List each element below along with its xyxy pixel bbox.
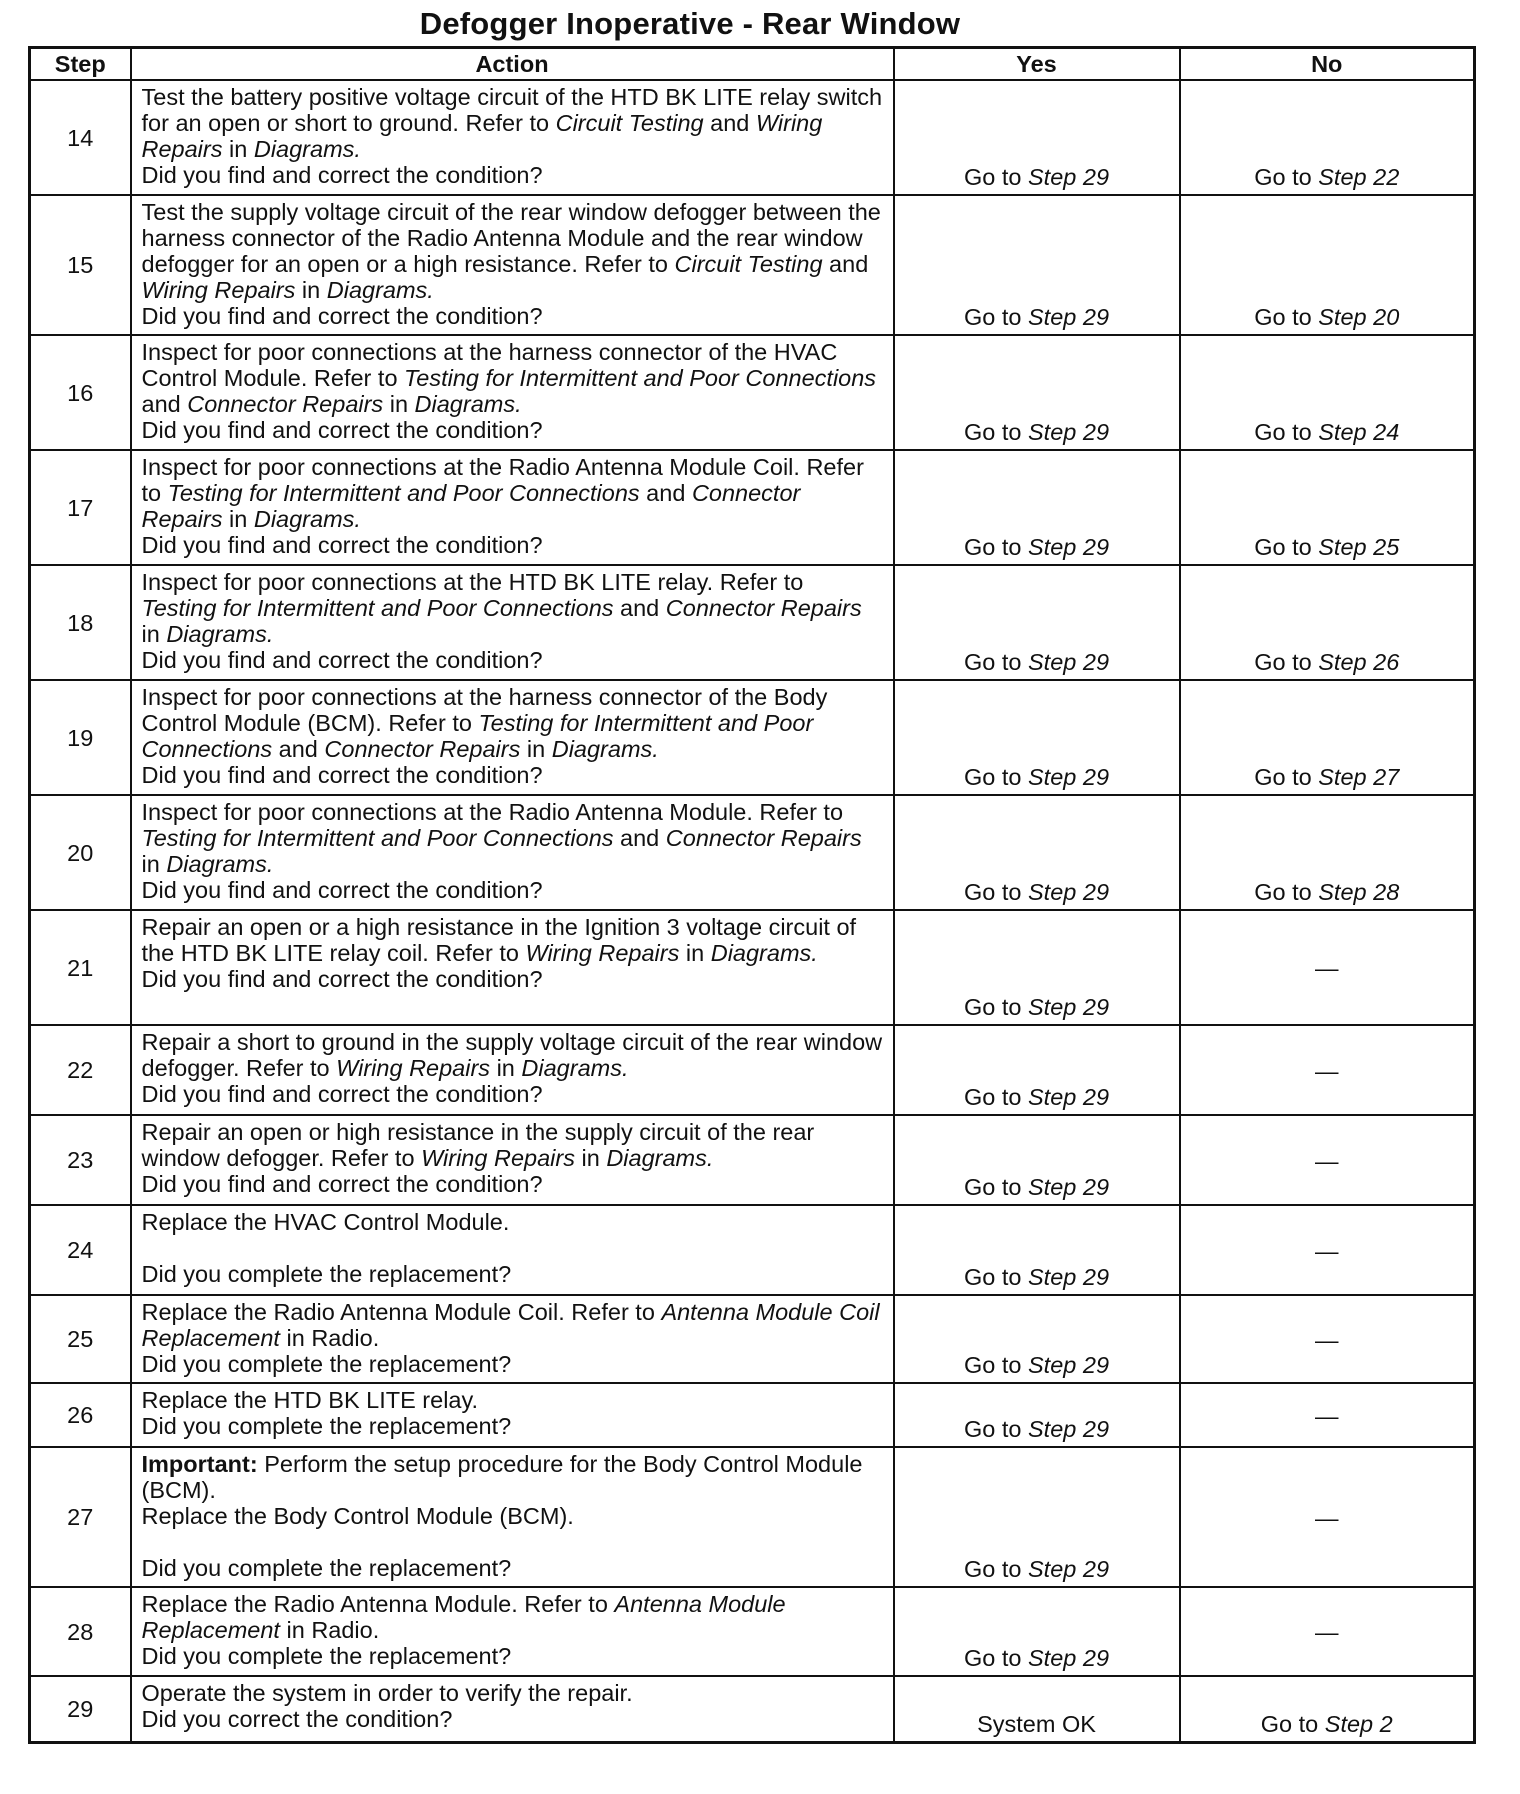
text-run: Go to — [1254, 419, 1319, 445]
italic-reference: Wiring Repairs — [141, 110, 823, 162]
table-row — [30, 1587, 1475, 1676]
italic-reference: Step 29 — [1028, 1084, 1110, 1110]
text-run: Repair an open or high resistance in the supply circuit of the rear window defogger. Refer to — [141, 1119, 815, 1171]
text-run: Go to — [963, 1416, 1028, 1442]
text-run: Did you find and correct the condition? — [141, 762, 543, 788]
text-run: in — [141, 851, 167, 877]
yes-result — [894, 1025, 1180, 1115]
text-run: and — [703, 110, 756, 136]
text-run: Did you find and correct the condition? — [141, 162, 543, 188]
text-run: Repair a short to ground in the supply voltage circuit of the rear window defogger. Refer to — [141, 1029, 883, 1081]
table-row — [30, 910, 1475, 1025]
diagnostic-table — [28, 46, 1476, 1744]
action-line — [142, 914, 884, 966]
text-run: in — [383, 391, 415, 417]
table-row — [30, 1115, 1475, 1205]
action-cell — [131, 680, 894, 795]
action-column-header: Action — [131, 48, 894, 81]
action-cell — [131, 1295, 894, 1383]
no-result — [1180, 1115, 1475, 1205]
no-result — [1180, 1025, 1475, 1115]
italic-reference: Step 29 — [1028, 534, 1110, 560]
italic-reference: Step 24 — [1318, 419, 1400, 445]
italic-reference: Diagrams. — [710, 940, 818, 966]
text-run: Did you find and correct the condition? — [141, 966, 543, 992]
action-line — [142, 339, 884, 417]
italic-reference: Testing for Intermittent and Poor Connections — [141, 825, 614, 851]
table-row — [30, 1295, 1475, 1383]
text-run: Did you complete the replacement? — [141, 1261, 512, 1287]
no-result — [1180, 1205, 1475, 1295]
table-row — [30, 795, 1475, 910]
yes-result — [894, 1447, 1180, 1587]
step-number: 19 — [30, 680, 131, 795]
italic-reference: Diagrams. — [166, 851, 274, 877]
table-row — [30, 1383, 1475, 1447]
action-cell — [131, 1587, 894, 1676]
action-line — [142, 799, 884, 877]
italic-reference: Diagrams. — [414, 391, 522, 417]
italic-reference: Diagrams. — [253, 136, 361, 162]
header-row — [30, 48, 1475, 81]
italic-reference: Wiring Repairs — [336, 1055, 491, 1081]
step-number: 14 — [30, 80, 131, 195]
italic-reference: Step 2 — [1324, 1710, 1393, 1737]
text-run: in Radio. — [279, 1325, 380, 1351]
action-line — [142, 966, 884, 992]
text-run: and — [272, 736, 325, 762]
step-number: 25 — [30, 1295, 131, 1383]
action-cell — [131, 565, 894, 680]
italic-reference: Step 27 — [1318, 764, 1400, 790]
italic-reference: Step 29 — [1028, 764, 1110, 790]
yes-result — [894, 80, 1180, 195]
text-run: Test the battery positive voltage circuit of the HTD BK LITE relay switch for an open or short to ground. Refer to — [141, 84, 883, 136]
italic-reference: Step 29 — [1028, 164, 1110, 190]
action-line — [142, 84, 884, 162]
italic-reference: Circuit Testing — [674, 251, 823, 277]
text-run: Go to — [963, 419, 1028, 445]
text-run: Test the supply voltage circuit of the rear window defogger between the harness connector of the Radio Antenna Module and the rear window defogger for an open or a high resistance. Refer to — [141, 199, 881, 277]
table-row — [30, 1025, 1475, 1115]
action-line — [142, 1387, 884, 1413]
action-line — [142, 1351, 884, 1377]
italic-reference: Diagrams. — [166, 621, 274, 647]
italic-reference: Step 29 — [1028, 879, 1110, 905]
text-run: and — [141, 391, 188, 417]
action-line — [142, 1503, 884, 1529]
text-run: — — [1315, 1504, 1339, 1531]
italic-reference: Step 20 — [1318, 304, 1400, 330]
text-run: Go to — [963, 764, 1028, 790]
yes-result — [894, 1205, 1180, 1295]
text-run: Inspect for poor connections at the Radio Antenna Module. Refer to — [141, 799, 844, 825]
text-run: Go to — [963, 879, 1028, 905]
step-number: 23 — [30, 1115, 131, 1205]
text-run: Did you find and correct the condition? — [141, 647, 543, 673]
no-result — [1180, 1383, 1475, 1447]
action-cell — [131, 1447, 894, 1587]
text-run: Did you complete the replacement? — [141, 1643, 512, 1669]
text-run: and — [613, 595, 666, 621]
action-line — [142, 1261, 884, 1287]
yes-result — [894, 1676, 1180, 1742]
action-line — [142, 1119, 884, 1171]
action-line — [142, 417, 884, 443]
italic-reference: Diagrams. — [606, 1145, 714, 1171]
no-result — [1180, 795, 1475, 910]
text-run: — — [1315, 1402, 1339, 1429]
italic-reference: Diagrams. — [551, 736, 659, 762]
bold-label: Important: — [141, 1451, 258, 1477]
yes-result — [894, 195, 1180, 335]
no-result — [1180, 1676, 1475, 1742]
text-run: Inspect for poor connections at the Radio Antenna Module Coil. Refer to — [141, 454, 864, 506]
text-run: Did you find and correct the condition? — [141, 417, 543, 443]
text-run: Go to — [963, 164, 1028, 190]
action-cell — [131, 1383, 894, 1447]
no-result — [1180, 680, 1475, 795]
no-result — [1180, 1295, 1475, 1383]
italic-reference: Connector Repairs — [324, 736, 521, 762]
action-line — [142, 162, 884, 188]
action-line — [142, 647, 884, 673]
step-number: 24 — [30, 1205, 131, 1295]
table-row — [30, 1205, 1475, 1295]
action-line — [142, 1643, 884, 1669]
text-run: Replace the Body Control Module (BCM). — [141, 1503, 574, 1529]
text-run: and — [639, 480, 692, 506]
step-column-header: Step — [30, 48, 131, 81]
italic-reference: Wiring Repairs — [525, 940, 680, 966]
text-run: Did you find and correct the condition? — [141, 532, 543, 558]
italic-reference: Testing for Intermittent and Poor Connections — [141, 710, 814, 762]
italic-reference: Diagrams. — [521, 1055, 629, 1081]
italic-reference: Step 29 — [1028, 994, 1110, 1020]
text-run: Go to — [963, 1174, 1028, 1200]
text-run: Go to — [963, 1352, 1028, 1378]
text-run: in — [679, 940, 711, 966]
text-run: — — [1315, 1326, 1339, 1353]
action-line — [142, 1555, 884, 1581]
text-run: Perform the setup procedure for the Body Control Module (BCM). — [141, 1451, 863, 1503]
table-row — [30, 565, 1475, 680]
no-column-header: No — [1180, 48, 1475, 81]
text-run: Did you correct the condition? — [141, 1706, 453, 1732]
italic-reference: Step 29 — [1028, 304, 1110, 330]
text-run: Operate the system in order to verify the repair. — [141, 1680, 633, 1706]
table-row — [30, 1676, 1475, 1742]
text-run: Did you find and correct the condition? — [141, 1081, 543, 1107]
text-run: Did you find and correct the condition? — [141, 1171, 543, 1197]
italic-reference: Connector Repairs — [665, 825, 862, 851]
yes-result — [894, 910, 1180, 1025]
no-result — [1180, 450, 1475, 565]
action-cell — [131, 1115, 894, 1205]
text-run: in — [141, 621, 167, 647]
text-run: Go to — [1254, 304, 1319, 330]
step-number: 27 — [30, 1447, 131, 1587]
text-run: Go to — [963, 534, 1028, 560]
action-line — [142, 303, 884, 329]
page-title: Defogger Inoperative - Rear Window — [419, 6, 961, 41]
italic-reference: Diagrams. — [253, 506, 361, 532]
action-cell — [131, 1025, 894, 1115]
text-run: Go to — [1254, 649, 1319, 675]
action-cell — [131, 335, 894, 450]
text-run: in — [295, 277, 327, 303]
no-result — [1180, 195, 1475, 335]
italic-reference: Antenna Module Coil Replacement — [141, 1299, 880, 1351]
action-line — [142, 1413, 884, 1439]
text-run: in — [490, 1055, 522, 1081]
text-run: Did you find and correct the condition? — [141, 303, 543, 329]
italic-reference: Step 29 — [1028, 1264, 1110, 1290]
action-cell — [131, 195, 894, 335]
action-cell — [131, 795, 894, 910]
yes-result — [894, 1587, 1180, 1676]
table-row — [30, 80, 1475, 195]
table-row — [30, 450, 1475, 565]
text-run: Repair an open or a high resistance in the Ignition 3 voltage circuit of the HTD BK LITE relay coil. Refer to — [141, 914, 857, 966]
italic-reference: Connector Repairs — [187, 391, 384, 417]
text-run: Go to — [963, 1264, 1028, 1290]
text-run: Did you complete the replacement? — [141, 1351, 512, 1377]
yes-result — [894, 450, 1180, 565]
text-run: in — [222, 136, 254, 162]
italic-reference: Step 29 — [1028, 1645, 1110, 1671]
table-row — [30, 1447, 1475, 1587]
step-number: 28 — [30, 1587, 131, 1676]
action-line — [142, 1591, 884, 1643]
action-line — [142, 1451, 884, 1503]
step-number: 16 — [30, 335, 131, 450]
italic-reference: Step 29 — [1028, 649, 1110, 675]
step-number: 22 — [30, 1025, 131, 1115]
italic-reference: Testing for Intermittent and Poor Connections — [167, 480, 640, 506]
action-cell — [131, 80, 894, 195]
text-run: Go to — [1254, 764, 1319, 790]
italic-reference: Step 29 — [1028, 1174, 1110, 1200]
text-run: Replace the Radio Antenna Module Coil. Refer to — [141, 1299, 662, 1325]
step-number: 26 — [30, 1383, 131, 1447]
text-run: and — [822, 251, 869, 277]
text-run: in — [574, 1145, 607, 1171]
italic-reference: Step 22 — [1318, 164, 1400, 190]
yes-result — [894, 680, 1180, 795]
text-run: in Radio. — [279, 1617, 380, 1643]
action-line — [142, 762, 884, 788]
italic-reference: Testing for Intermittent and Poor Connections — [141, 595, 614, 621]
text-run: Inspect for poor connections at the harness connector of the Body Control Module (BCM). Refer to — [141, 684, 828, 736]
step-number: 29 — [30, 1676, 131, 1742]
action-cell — [131, 450, 894, 565]
text-run: in — [520, 736, 552, 762]
text-run: Replace the Radio Antenna Module. Refer to — [141, 1591, 615, 1617]
text-run: Go to — [1254, 879, 1319, 905]
no-result — [1180, 1447, 1475, 1587]
text-run: Inspect for poor connections at the HTD BK LITE relay. Refer to — [141, 569, 804, 595]
text-run: Did you find and correct the condition? — [141, 877, 543, 903]
italic-reference: Step 29 — [1028, 1352, 1110, 1378]
yes-result — [894, 565, 1180, 680]
text-run: Go to — [963, 994, 1028, 1020]
action-line — [142, 569, 884, 647]
text-run: — — [1315, 955, 1339, 981]
italic-reference: Step 26 — [1318, 649, 1400, 675]
text-run: — — [1315, 1237, 1339, 1264]
italic-reference: Wiring Repairs — [141, 277, 296, 303]
text-run: Go to — [1254, 164, 1319, 190]
action-line — [142, 1171, 884, 1197]
step-number: 15 — [30, 195, 131, 335]
italic-reference: Circuit Testing — [555, 110, 704, 136]
action-line — [142, 1081, 884, 1107]
no-result — [1180, 335, 1475, 450]
text-run: Go to — [1260, 1710, 1325, 1737]
italic-reference: Connector Repairs — [665, 595, 862, 621]
action-line — [142, 532, 884, 558]
step-number: 21 — [30, 910, 131, 1025]
yes-result — [894, 1295, 1180, 1383]
table-body — [30, 80, 1475, 1742]
text-run: System OK — [977, 1710, 1096, 1737]
text-run: Go to — [963, 1556, 1028, 1582]
text-run: Go to — [1254, 534, 1319, 560]
text-run: Replace the HTD BK LITE relay. — [141, 1387, 479, 1413]
action-line — [142, 1299, 884, 1351]
yes-result — [894, 1383, 1180, 1447]
action-line — [142, 199, 884, 303]
step-number: 18 — [30, 565, 131, 680]
italic-reference: Antenna Module Replacement — [141, 1591, 786, 1643]
no-result — [1180, 910, 1475, 1025]
table-row — [30, 335, 1475, 450]
text-run: Did you complete the replacement? — [141, 1413, 512, 1439]
action-line — [142, 1209, 884, 1235]
no-result — [1180, 1587, 1475, 1676]
action-cell — [131, 1205, 894, 1295]
italic-reference: Step 28 — [1318, 879, 1400, 905]
text-run: Go to — [963, 649, 1028, 675]
yes-column-header: Yes — [894, 48, 1180, 81]
step-number: 20 — [30, 795, 131, 910]
action-line — [142, 1706, 884, 1732]
italic-reference: Wiring Repairs — [421, 1145, 575, 1171]
italic-reference: Testing for Intermittent and Poor Connections — [404, 365, 877, 391]
text-run: Replace the HVAC Control Module. — [141, 1209, 510, 1235]
yes-result — [894, 795, 1180, 910]
action-cell — [131, 1676, 894, 1742]
text-run: Go to — [963, 304, 1028, 330]
action-line — [142, 454, 884, 532]
italic-reference: Step 29 — [1028, 419, 1110, 445]
italic-reference: Step 29 — [1028, 1556, 1110, 1582]
text-run: — — [1315, 1147, 1339, 1174]
yes-result — [894, 335, 1180, 450]
table-row — [30, 195, 1475, 335]
action-line — [142, 1680, 884, 1706]
italic-reference: Connector Repairs — [141, 480, 801, 532]
action-line — [142, 877, 884, 903]
text-run: Did you complete the replacement? — [141, 1555, 512, 1581]
action-line — [142, 684, 884, 762]
text-run: — — [1315, 1057, 1339, 1084]
text-run: — — [1315, 1619, 1339, 1645]
text-run: Inspect for poor connections at the harness connector of the HVAC Control Module. Refer to — [141, 339, 838, 391]
table-row — [30, 680, 1475, 795]
text-run: Go to — [963, 1084, 1028, 1110]
action-line — [142, 1029, 884, 1081]
text-run: Go to — [963, 1645, 1028, 1671]
no-result — [1180, 565, 1475, 680]
step-number: 17 — [30, 450, 131, 565]
italic-reference: Step 29 — [1028, 1416, 1110, 1442]
text-run: and — [613, 825, 666, 851]
action-cell — [131, 910, 894, 1025]
italic-reference: Diagrams. — [326, 277, 434, 303]
italic-reference: Step 25 — [1318, 534, 1400, 560]
no-result — [1180, 80, 1475, 195]
text-run: in — [222, 506, 254, 532]
yes-result — [894, 1115, 1180, 1205]
